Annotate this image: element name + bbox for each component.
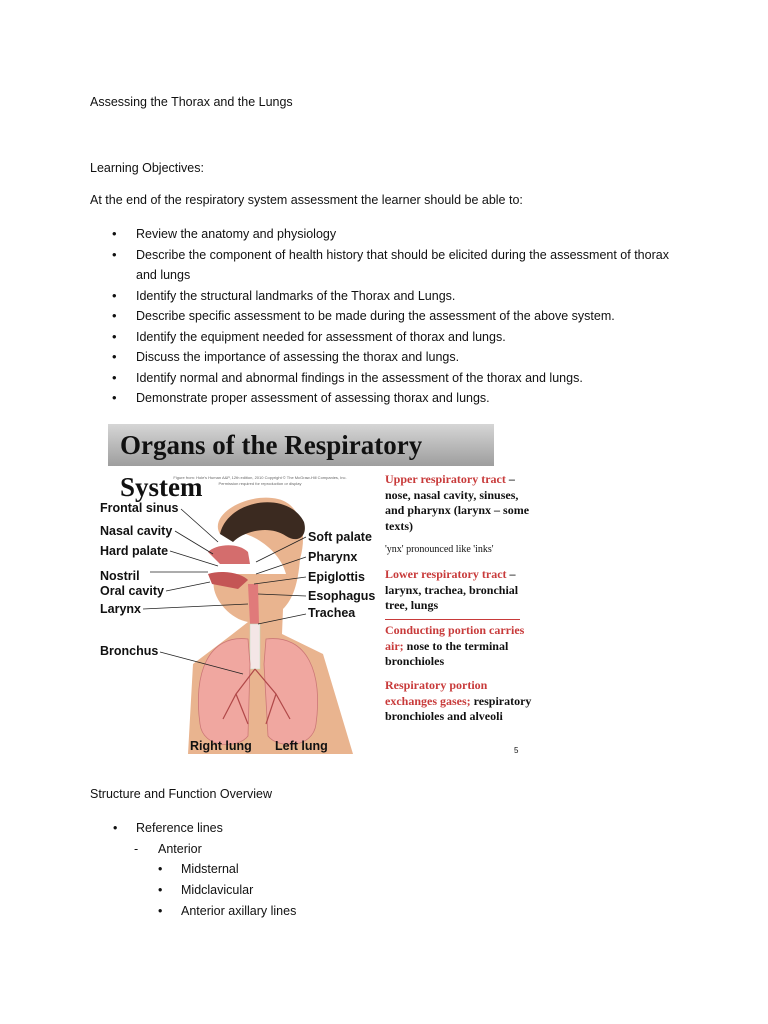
slide-number: 5 (514, 746, 519, 755)
respiratory-title: Respiratory portion exchanges gases; (385, 678, 488, 708)
nasal-cavity-shape (208, 545, 250, 564)
label-nostril: Nostril (100, 569, 140, 583)
label-oral-cavity: Oral cavity (100, 584, 164, 598)
lower-tract-title: Lower respiratory tract (385, 567, 507, 581)
page-title: Assessing the Thorax and the Lungs (90, 95, 293, 109)
intro-text: At the end of the respiratory system assessment the learner should be able to: (90, 193, 523, 207)
line-item-anterior-axillary: • Anterior axillary lines (181, 901, 296, 921)
figure-title: Organs of the Respiratory System (108, 424, 494, 466)
conducting-desc: nose to the terminal bronchioles (385, 638, 509, 668)
learning-objectives-heading: Learning Objectives: (90, 161, 204, 175)
upper-tract-desc: – nose, nasal cavity, sinuses, and pharynx (larynx – some texts) (385, 472, 530, 533)
line-item-midclavicular: • Midclavicular (181, 880, 253, 900)
objective-item: • Identify the structural landmarks of the Thorax and Lungs. (90, 286, 670, 307)
structure-heading: Structure and Function Overview (90, 787, 273, 801)
lower-tract-desc: – larynx, trachea, bronchial tree, lungs (385, 567, 519, 612)
conducting-title: Conducting portion carries air; (385, 623, 525, 653)
objective-item: • Describe the component of health history that should be elicited during the assessment of thorax and lungs (90, 245, 670, 286)
label-esophagus: Esophagus (308, 589, 376, 603)
label-hard-palate: Hard palate (100, 544, 169, 558)
objective-item: • Describe specific assessment to be made during the assessment of the above system. (90, 306, 670, 327)
label-bronchus: Bronchus (100, 644, 159, 658)
upper-tract-title: Upper respiratory tract (385, 472, 506, 486)
label-right-lung: Right lung (190, 739, 252, 753)
label-nasal-cavity: Nasal cavity (100, 524, 173, 538)
label-left-lung: Left lung (275, 739, 328, 753)
ynx-note: 'ynx' pronounced like 'inks' (385, 544, 494, 555)
label-pharynx: Pharynx (308, 550, 358, 564)
figure-source: Figure from: Hole's Human A&P, 12th edition, 2010 Copyright © The McGraw-Hill Companies, Inc. Permission required for reproduction or display (173, 475, 347, 486)
conducting-portion-text (385, 623, 535, 670)
label-soft-palate: Soft palate (308, 530, 372, 544)
objective-item: • Demonstrate proper assessment of assessing thorax and lungs. (90, 388, 670, 409)
respiratory-desc: respiratory bronchioles and alveoli (385, 693, 532, 723)
divider-line (385, 619, 520, 620)
upper-tract-text (385, 472, 535, 534)
reference-lines-item: • Reference lines (136, 818, 223, 838)
objective-item: • Discuss the importance of assessing the thorax and lungs. (90, 347, 670, 368)
lower-tract-text (385, 567, 535, 614)
respiratory-system-figure (100, 424, 532, 764)
line-item-midsternal: • Midsternal (181, 859, 239, 879)
label-larynx: Larynx (100, 602, 141, 616)
label-frontal-sinus: Frontal sinus (100, 501, 179, 515)
trachea-rings (250, 624, 260, 669)
objective-item: • Identify the equipment needed for assessment of thorax and lungs. (90, 327, 670, 348)
label-epiglottis: Epiglottis (308, 570, 365, 584)
respiratory-portion-text (385, 678, 535, 725)
objective-item: • Review the anatomy and physiology (90, 224, 670, 245)
objectives-list (90, 224, 670, 409)
label-trachea: Trachea (308, 606, 356, 620)
anterior-item: - Anterior (158, 839, 202, 859)
objective-item: • Identify normal and abnormal findings in the assessment of the thorax and lungs. (90, 368, 670, 389)
